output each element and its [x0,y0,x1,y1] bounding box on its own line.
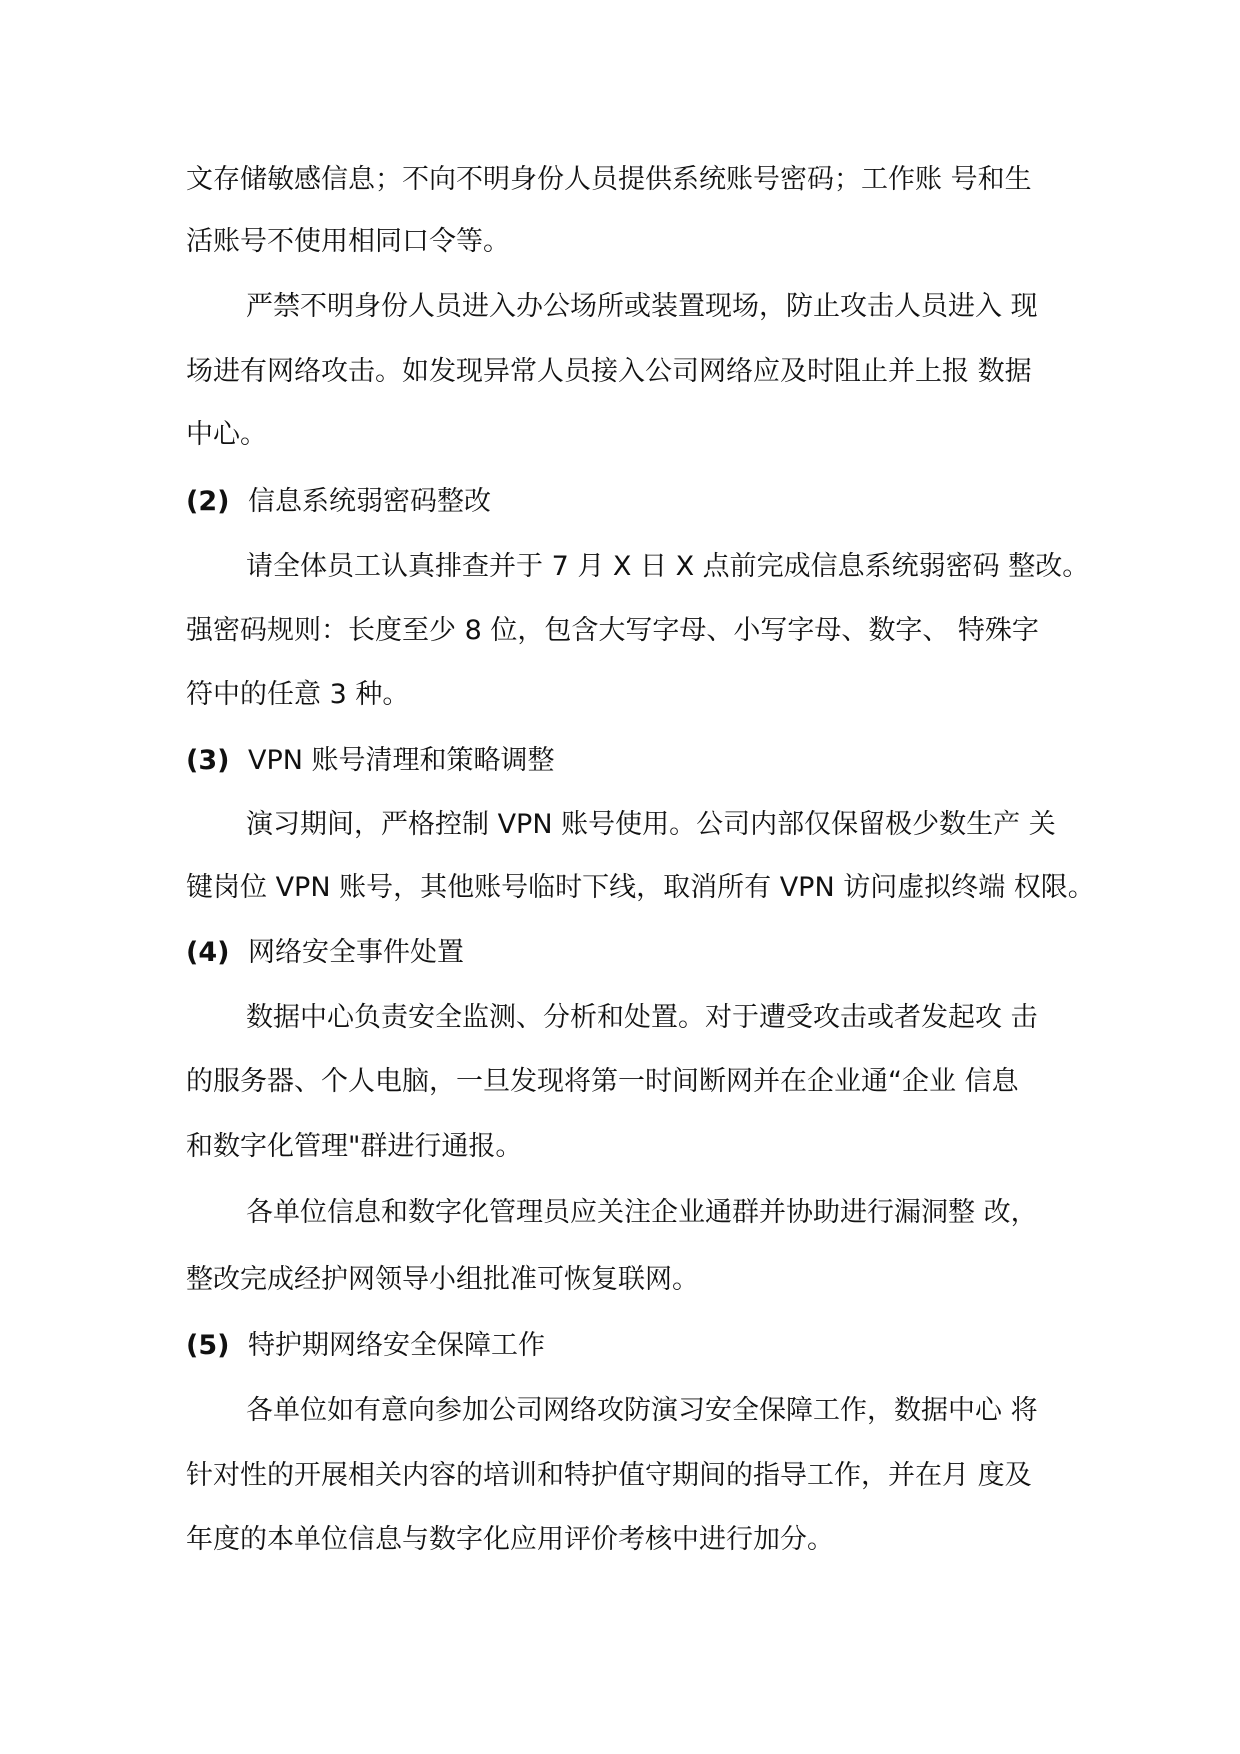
paragraph-line: 各单位信息和数字化管理员应关注企业通群并协助进行漏洞整 改， [246,1197,1038,1228]
paragraph-line: 的服务器、个人电脑，一旦发现将第一时间断网并在企业通“企业 信息 [186,1066,1019,1097]
section-heading [186,741,555,781]
paragraph-line: 符中的任意 3 种。 [186,679,410,710]
section-number: (4) [186,937,230,968]
paragraph-line: 整改完成经护网领导小组批准可恢复联网。 [186,1264,699,1295]
paragraph-line: 演习期间，严格控制 VPN 账号使用。公司内部仅保留极少数生产 关 [246,809,1056,840]
paragraph-line: 文存储敏感信息；不向不明身份人员提供系统账号密码；工作账 号和生 [186,164,1032,195]
section-number: (3) [186,745,230,776]
section-number: (2) [186,486,230,517]
paragraph-line: 严禁不明身份人员进入办公场所或装置现场，防止攻击人员进入 现 [246,291,1038,322]
paragraph-line: 年度的本单位信息与数字化应用评价考核中进行加分。 [186,1524,834,1555]
section-number: (5) [186,1330,230,1361]
paragraph-line: 强密码规则：长度至少 8 位，包含大写字母、小写字母、数字、 特殊字 [186,615,1039,646]
paragraph-line: 场进有网络攻击。如发现异常人员接入公司网络应及时阻止并上报 数据 [186,356,1032,387]
paragraph-line: 数据中心负责安全监测、分析和处置。对于遭受攻击或者发起攻 击 [246,1002,1038,1033]
paragraph-line: 中心。 [186,419,267,450]
section-heading [186,482,491,522]
paragraph-line: 活账号不使用相同口令等。 [186,226,510,257]
paragraph-line: 请全体员工认真排查并于 7 月 X 日 X 点前完成信息系统弱密码 整改。 [246,551,1090,582]
section-title: VPN 账号清理和策略调整 [248,745,555,776]
paragraph-line: 针对性的开展相关内容的培训和特护值守期间的指导工作，并在月 度及 [186,1460,1032,1491]
section-heading [186,933,464,973]
paragraph-line: 和数字化管理"群进行通报。 [186,1131,523,1162]
paragraph-line: 各单位如有意向参加公司网络攻防演习安全保障工作，数据中心 将 [246,1395,1038,1426]
section-title: 网络安全事件处置 [248,937,464,968]
section-heading [186,1326,545,1366]
paragraph-line: 键岗位 VPN 账号，其他账号临时下线，取消所有 VPN 访问虚拟终端 权限。 [186,872,1095,903]
section-title: 特护期网络安全保障工作 [248,1330,545,1361]
section-title: 信息系统弱密码整改 [248,486,491,517]
